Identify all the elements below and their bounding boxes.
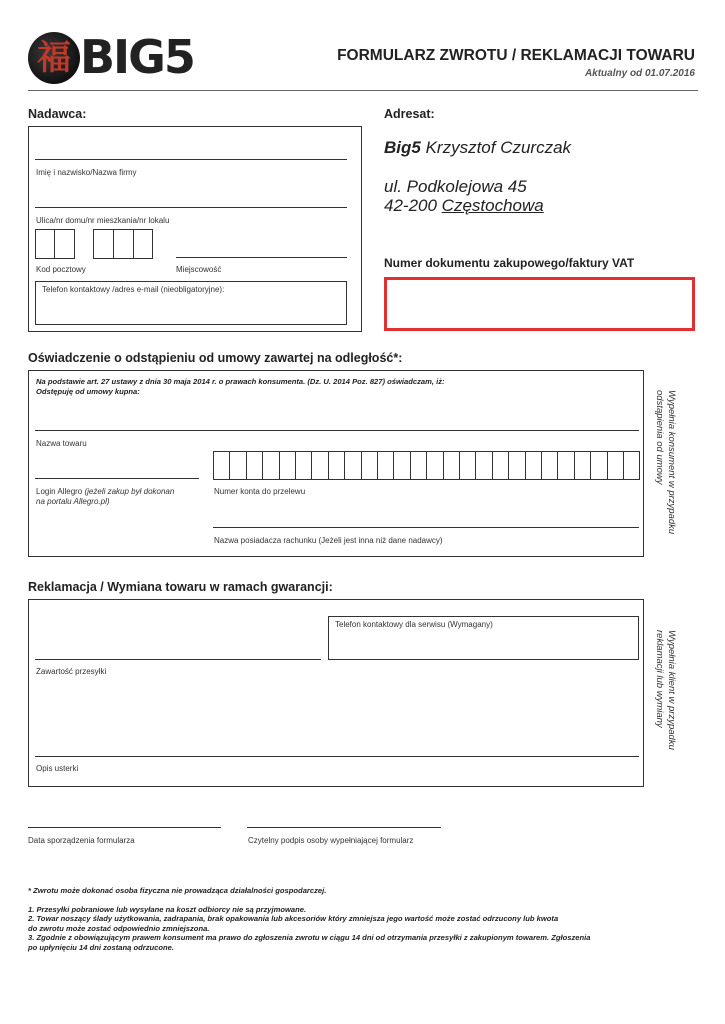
recipient-company-bold: Big5 — [384, 138, 421, 157]
bank-account-cells[interactable] — [213, 451, 641, 480]
sender-street-caption: Ulica/nr domu/nr mieszkania/nr lokalu — [36, 216, 170, 225]
account-digit-cell[interactable] — [295, 451, 312, 480]
account-digit-cell[interactable] — [557, 451, 574, 480]
withdrawal-side-note — [653, 390, 677, 550]
withdrawal-heading: Oświadczenie o odstąpieniu od umowy zawartej na odległość*: — [28, 351, 403, 365]
account-digit-cell[interactable] — [311, 451, 328, 480]
sender-city-field[interactable] — [176, 257, 347, 258]
account-digit-cell[interactable] — [213, 451, 230, 480]
account-digit-cell[interactable] — [607, 451, 624, 480]
allegro-login-caption — [36, 487, 174, 507]
logo-text: BIG5 — [80, 30, 194, 84]
postal-digit-cell[interactable] — [54, 229, 75, 259]
package-contents-field[interactable] — [35, 659, 321, 660]
account-digit-cell[interactable] — [541, 451, 558, 480]
bank-account-caption: Numer konta do przelewu — [214, 487, 306, 496]
defect-description-caption: Opis usterki — [36, 764, 79, 773]
legal-line-1: Na podstawie art. 27 ustawy z dnia 30 maja 2014 r. o prawach konsumenta. (Dz. U. 2014 Poz. 827) oświadczam, iż: — [36, 377, 445, 386]
sender-street-field[interactable] — [35, 207, 347, 208]
recipient-company — [384, 138, 571, 158]
footnote-3a: 3. Zgodnie z obowiązującym prawem konsument ma prawo do zgłoszenia zwrotu w ciągu 14 dni od otrzymania przesyłki z zakupionym towarem. Zgłoszenia — [28, 933, 591, 943]
postal-code-prefix-cells[interactable] — [35, 229, 75, 259]
footnote-3b: po upłynięciu 14 dni zostaną odrzucone. — [28, 942, 174, 952]
account-digit-cell[interactable] — [410, 451, 427, 480]
account-digit-cell[interactable] — [328, 451, 345, 480]
signature-caption: Czytelny podpis osoby wypełniającej formularz — [248, 836, 414, 845]
postal-digit-cell[interactable] — [93, 229, 114, 259]
sender-phone-caption: Telefon kontaktowy /adres e-mail (nieobligatoryjne): — [42, 285, 225, 294]
withdrawal-side-note-2: odstąpienia od umowy — [654, 390, 665, 485]
complaint-side-note — [653, 630, 677, 770]
account-digit-cell[interactable] — [590, 451, 607, 480]
footnote-1: 1. Przesyłki pobraniowe lub wysyłane na koszt odbiorcy nie są przyjmowane. — [28, 905, 307, 914]
account-digit-cell[interactable] — [262, 451, 279, 480]
header-divider — [28, 90, 698, 91]
product-name-caption: Nazwa towaru — [36, 439, 87, 448]
account-digit-cell[interactable] — [525, 451, 542, 480]
withdrawal-side-note-1: Wypełnia konsument w przypadku — [666, 390, 677, 535]
account-digit-cell[interactable] — [475, 451, 492, 480]
footnote-2b: do zwrotu może zostać odpowiednio zmniejszona. — [28, 923, 210, 933]
document-date: Aktualny od 01.07.2016 — [584, 68, 695, 79]
account-holder-field[interactable] — [213, 527, 639, 528]
form-date-caption: Data sporządzenia formularza — [28, 836, 135, 845]
service-phone-caption: Telefon kontaktowy dla serwisu (Wymagany) — [335, 620, 493, 629]
sender-name-caption: Imię i nazwisko/Nazwa firmy — [36, 168, 137, 177]
form-date-field[interactable] — [28, 827, 221, 828]
city-caption: Miejscowość — [176, 265, 222, 274]
recipient-company-rest: Krzysztof Czurczak — [420, 138, 572, 157]
recipient-postal-city — [384, 196, 544, 216]
postal-code-suffix-cells[interactable] — [93, 229, 153, 259]
account-digit-cell[interactable] — [508, 451, 525, 480]
complaint-side-note-1: Wypełnia klient w przypadku — [666, 630, 677, 750]
recipient-postal: 42-200 — [384, 196, 442, 215]
signature-field[interactable] — [247, 827, 441, 828]
account-digit-cell[interactable] — [344, 451, 361, 480]
allegro-login-field[interactable] — [35, 478, 199, 479]
package-contents-caption: Zawartość przesyłki — [36, 667, 107, 676]
allegro-login-caption-a: Login Allegro — [36, 487, 85, 496]
account-digit-cell[interactable] — [574, 451, 591, 480]
account-digit-cell[interactable] — [377, 451, 394, 480]
account-digit-cell[interactable] — [229, 451, 246, 480]
complaint-heading: Reklamacja / Wymiana towaru w ramach gwarancji: — [28, 580, 333, 594]
allegro-login-caption-b: (jeżeli zakup był dokonan — [84, 487, 175, 496]
invoice-number-field[interactable] — [384, 277, 695, 331]
account-digit-cell[interactable] — [623, 451, 640, 480]
postal-digit-cell[interactable] — [35, 229, 55, 259]
account-digit-cell[interactable] — [459, 451, 476, 480]
account-digit-cell[interactable] — [361, 451, 378, 480]
postal-digit-cell[interactable] — [133, 229, 153, 259]
postal-digit-cell[interactable] — [113, 229, 134, 259]
defect-description-field[interactable] — [35, 756, 639, 757]
footnote-star: * Zwrotu może dokonać osoba fizyczna nie prowadząca działalności gospodarczej. — [28, 886, 327, 895]
sender-name-field[interactable] — [35, 159, 347, 160]
account-digit-cell[interactable] — [393, 451, 410, 480]
account-digit-cell[interactable] — [426, 451, 443, 480]
legal-line-2: Odstępuję od umowy kupna: — [36, 386, 140, 396]
recipient-label: Adresat: — [384, 107, 435, 121]
recipient-city: Częstochowa — [441, 196, 544, 215]
recipient-street: ul. Podkolejowa 45 — [384, 177, 527, 196]
invoice-number-label: Numer dokumentu zakupowego/faktury VAT — [384, 256, 635, 270]
account-digit-cell[interactable] — [246, 451, 263, 480]
postal-code-caption: Kod pocztowy — [36, 265, 86, 274]
footnotes-list — [28, 905, 698, 952]
sender-label: Nadawca: — [28, 107, 87, 121]
product-name-field[interactable] — [35, 430, 639, 431]
allegro-login-caption-c: na portalu Allegro.pl) — [36, 497, 110, 506]
account-digit-cell[interactable] — [492, 451, 509, 480]
complaint-side-note-2: reklamacji lub wymiany — [654, 630, 665, 728]
account-holder-caption: Nazwa posiadacza rachunku (Jeżeli jest inna niż dane nadawcy) — [214, 536, 443, 545]
logo-glyph: 福 — [37, 38, 71, 78]
document-title: FORMULARZ ZWROTU / REKLAMACJI TOWARU — [337, 47, 695, 64]
account-digit-cell[interactable] — [279, 451, 296, 480]
account-digit-cell[interactable] — [443, 451, 460, 480]
footnote-2a: 2. Towar noszący ślady użytkowania, zadrapania, brak opakowania lub akcesoriów który zmniejsza jego wartość może zostać odrzucony lub kwota — [28, 914, 559, 924]
withdrawal-legal-text — [36, 377, 636, 396]
